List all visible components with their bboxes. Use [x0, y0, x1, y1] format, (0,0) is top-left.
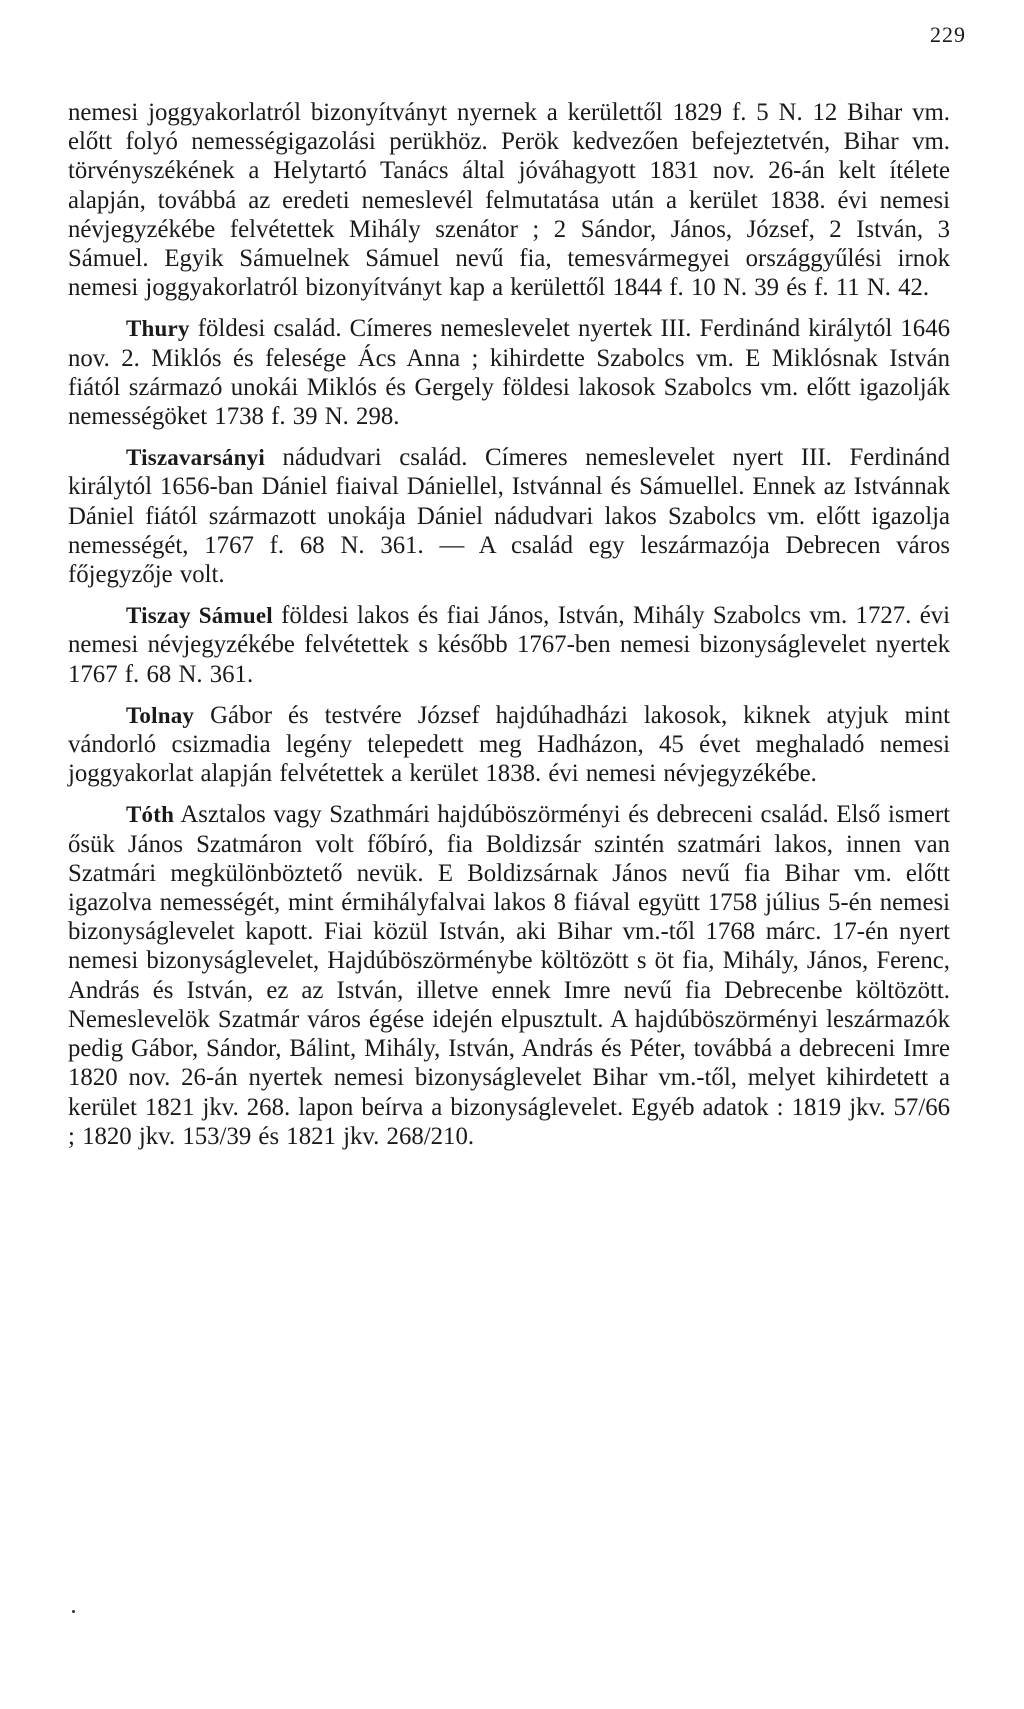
paragraph-text: nemesi joggyakorlatról bizonyítványt nyernek a kerülettől 1829 f. 5 N. 12 Bihar vm. előtt folyó nemességigazolási perükhöz. Perök kedvezően befejeztetvén, Bihar vm. törvényszékének a Helytartó Tanács által jóváhagyott 1831 nov. 26-án kelt ítélete alapján, továbbá az eredeti nemeslevél felmutatása után a kerület 1838. évi nemesi névjegyzékébe felvétettek Mihály szenátor ; 2 Sándor, János, József, 2 István, 3 Sámuel. Egyik Sámuelnek Sámuel nevű fia, temesvármegyei országgyűlési irnok nemesi joggyakorlatról bizonyítványt kap a kerülettől 1844 f. 10 N. 39 és f. 11 N. 42. [68, 99, 950, 302]
entry-name: Thury [126, 316, 190, 342]
page-number: 229 [930, 22, 966, 47]
entry-text: földesi lakos és fiai János, István, Mihály Szabolcs vm. 1727. évi nemesi névjegyzékébe felvétettek s később 1767-ben nemesi bizonyságlevelet nyertek 1767 f. 68 N. 361. [68, 602, 950, 688]
entry-text: nádudvari család. Címeres nemeslevelet nyert III. Ferdinánd királytól 1656-ban Dániel fiaival Dániellel, Istvánnal és Sámuellel. Ennek az Istvánnak Dániel fiától származott unokája Dániel nádudvari lakos Szabolcs vm. előtt igazolja nemességét, 1767 f. 68 N. 361. — A család egy leszármazója Debrecen város főjegyzője volt. [68, 444, 950, 589]
entry-tiszay [68, 601, 950, 689]
paragraph-continuation [68, 98, 950, 302]
body-text [68, 98, 950, 1151]
entry-toth [68, 800, 950, 1150]
print-speck [72, 1610, 75, 1613]
entry-name: Tiszay Sámuel [126, 603, 273, 629]
entry-text: Asztalos vagy Szathmári hajdúböszörményi és debreceni család. Első ismert ősük János Szatmáron volt főbíró, fia Boldizsár szintén szatmári lakos, innen van Szatmári megkülönböztető nevük. E Boldizsárnak János nevű fia Bihar vm. előtt igazolva nemességét, mint érmihályfalvai lakos 8 fiával együtt 1758 július 5-én nemesi bizonyságlevelet kapott. Fiai közül István, aki Bihar vm.-től 1768 márc. 17-én nyert nemesi bizonyságlevelet, Hajdúböszörménybe költözött s öt fia, Mihály, János, Ferenc, András és István, ez az István, illetve ennek Imre nevű fia Debrecenbe költözött. Nemeslevelök Szatmár város égése idején elpusztult. A hajdúböszörményi leszármazók pedig Gábor, Sándor, Bálint, Mihály, István, András és Péter, továbbá a debreceni Imre 1820 nov. 26-án nyertek nemesi bizonyságlevelet Bihar vm.-től, melyet kihirdetett a kerület 1821 jkv. 268. lapon beírva a bizonyságlevelet. Egyéb adatok : 1819 jkv. 57/66 ; 1820 jkv. 153/39 és 1821 jkv. 268/210. [68, 801, 950, 1150]
entry-name: Tiszavarsányi [126, 445, 265, 471]
entry-name: Tóth [126, 802, 175, 828]
entry-tolnay [68, 701, 950, 789]
entry-thury [68, 314, 950, 431]
entry-tiszavarsanyi [68, 443, 950, 589]
entry-text: földesi család. Címeres nemeslevelet nyertek III. Ferdinánd királytól 1646 nov. 2. Miklós és felesége Ács Anna ; kihirdette Szabolcs vm. E Miklósnak István fiától származó unokái Miklós és Gergely földesi lakosok Szabolcs vm. előtt igazolják nemességöket 1738 f. 39 N. 298. [68, 315, 950, 431]
entry-text: Gábor és testvére József hajdúhadházi lakosok, kiknek atyjuk mint vándorló csizmadia legény telepedett meg Hadházon, 45 évet meghaladó nemesi joggyakorlat alapján felvétettek a kerület 1838. évi nemesi névjegyzékébe. [68, 701, 950, 788]
entry-name: Tolnay [126, 702, 195, 728]
